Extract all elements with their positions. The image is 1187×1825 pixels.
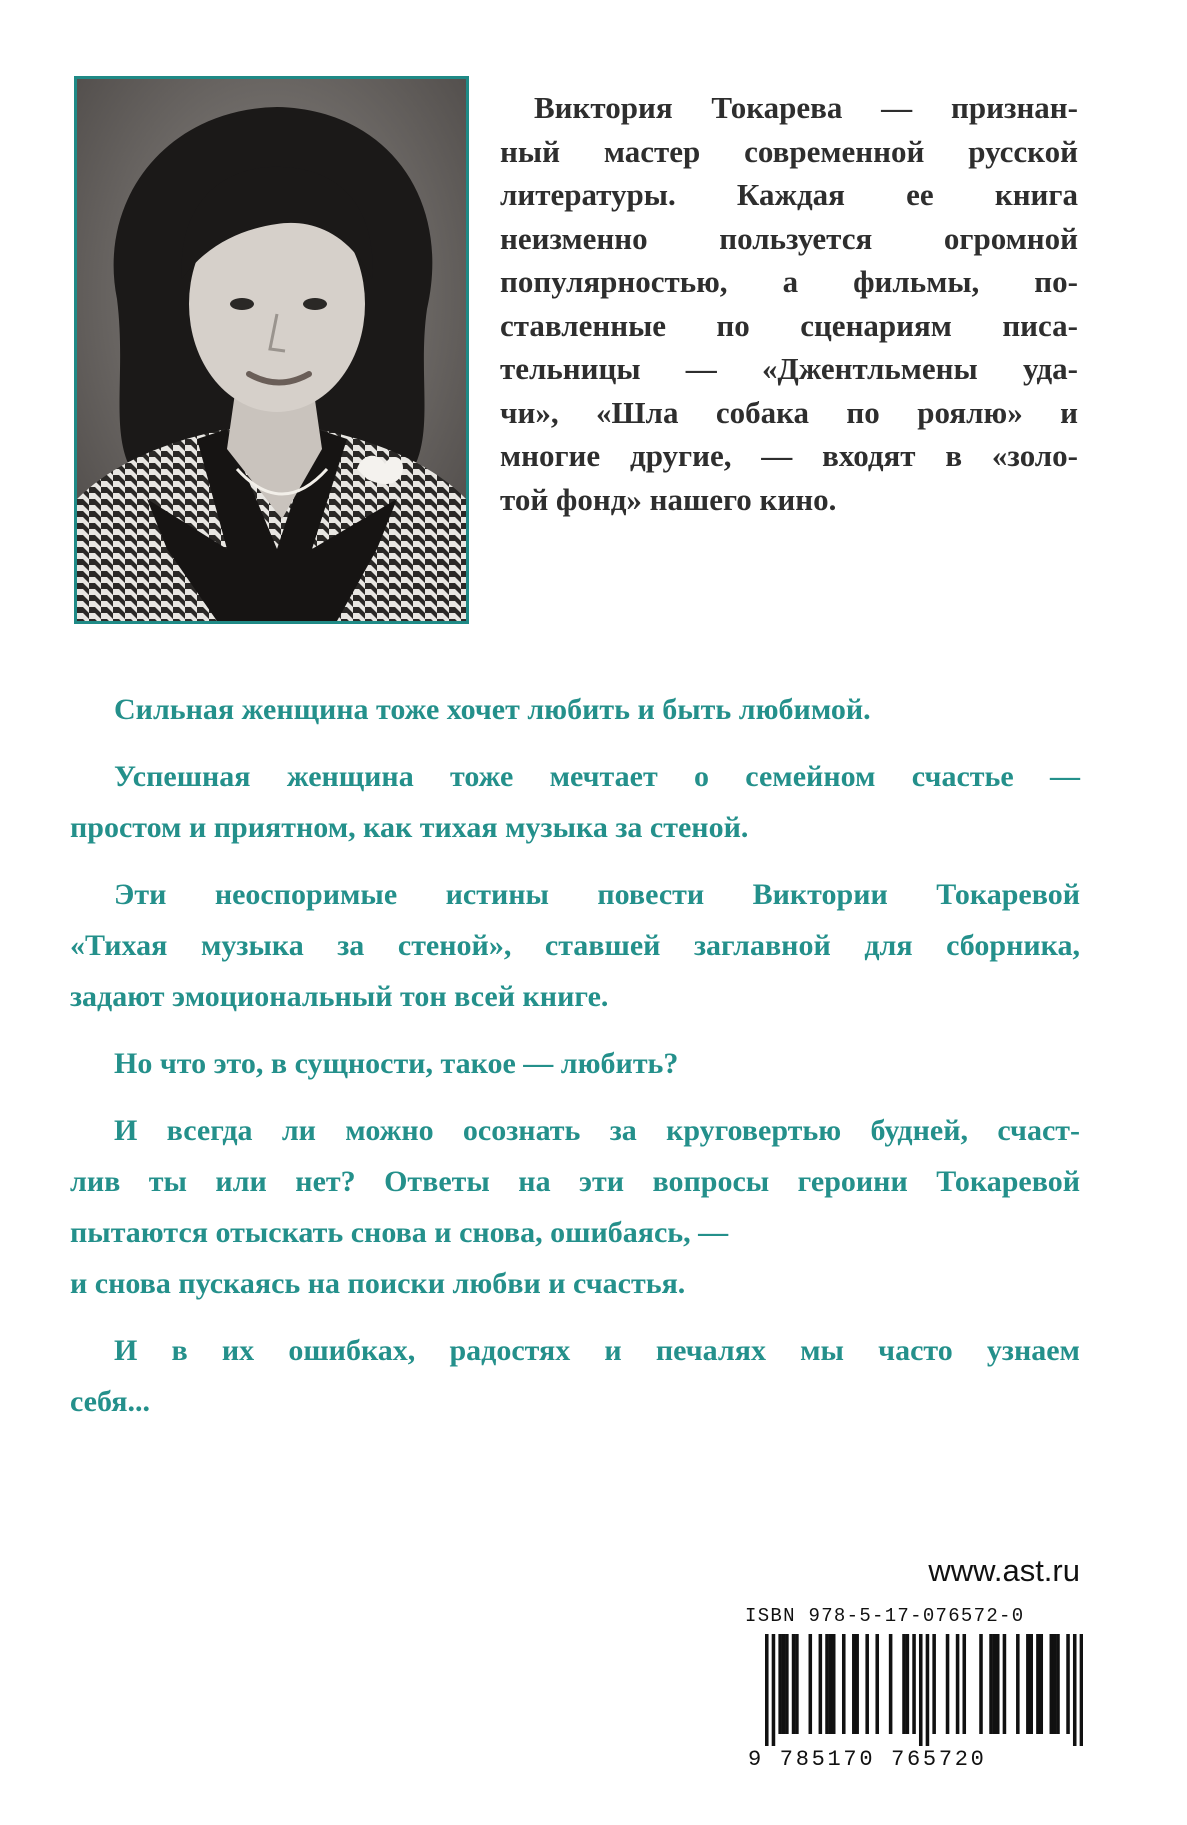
- bio-line: ный мастер современной русской: [500, 133, 1078, 169]
- barcode-bar: [1050, 1634, 1054, 1734]
- barcode-bar: [912, 1634, 916, 1734]
- annotation-paragraph: [70, 684, 1080, 735]
- bio-line: Виктория Токарева — признан-: [534, 90, 1078, 125]
- barcode-bar: [993, 1634, 997, 1734]
- barcode-bar: [795, 1634, 799, 1734]
- bio-line: литературы. Каждая ее книга: [500, 177, 1078, 212]
- annotation-line: И всегда ли можно осознать за круговертью будней, счаст-: [114, 1114, 1080, 1147]
- barcode-bar: [855, 1634, 859, 1734]
- barcode-bar: [765, 1634, 769, 1746]
- annotation-line: лив ты или нет? Ответы на эти вопросы героини Токаревой: [70, 1165, 1080, 1198]
- isbn-label: ISBN 978-5-17-076572-0: [745, 1605, 1025, 1627]
- annotation-line: задают эмоциональный тон всей книге.: [70, 980, 609, 1013]
- barcode-bar: [1066, 1634, 1070, 1734]
- annotation-paragraph: [70, 869, 1080, 1022]
- annotation-line: «Тихая музыка за стеной», ставшей заглавной для сборника,: [70, 929, 1080, 962]
- barcode-bar: [1039, 1634, 1043, 1734]
- barcode-bar: [772, 1634, 776, 1746]
- barcode-bar: [926, 1634, 930, 1746]
- annotation-line: пытаются отыскать снова и снова, ошибаясь, —: [70, 1216, 729, 1249]
- bio-line: чи», «Шла собака по роялю» и: [500, 394, 1078, 430]
- bio-line: популярностью, а фильмы, по-: [500, 264, 1078, 299]
- annotation-line: Но что это, в сущности, такое — любить?: [114, 1047, 679, 1080]
- barcode-bar: [902, 1634, 906, 1734]
- annotation-paragraph: [70, 1325, 1080, 1427]
- barcode-bar: [1016, 1634, 1020, 1734]
- barcode-bar: [1029, 1634, 1033, 1734]
- barcode-bar: [979, 1634, 983, 1734]
- barcode-bar: [932, 1634, 936, 1734]
- bio-line: той фонд» нашего кино.: [500, 481, 837, 517]
- barcode-bar: [852, 1634, 856, 1734]
- barcode-bar: [996, 1634, 1000, 1734]
- barcode-bar: [1073, 1634, 1077, 1746]
- annotation-paragraph: [70, 751, 1080, 853]
- annotation-line: Эти неоспоримые истины повести Виктории Токаревой: [114, 878, 1080, 911]
- barcode-bar: [1053, 1634, 1057, 1734]
- publisher-url: www.ast.ru: [928, 1553, 1080, 1588]
- barcode-bar: [819, 1634, 823, 1734]
- barcode-bar: [782, 1634, 786, 1734]
- author-portrait-image: [77, 79, 466, 621]
- barcode-bar: [1036, 1634, 1040, 1734]
- annotation-line: Сильная женщина тоже хочет любить и быть любимой.: [114, 693, 871, 726]
- barcode-bar: [1026, 1634, 1030, 1734]
- barcode-bar: [1056, 1634, 1060, 1734]
- barcode-bar: [956, 1634, 960, 1734]
- annotation-line: себя...: [70, 1385, 150, 1418]
- barcode-bar: [875, 1634, 879, 1734]
- barcode-bar: [946, 1634, 950, 1734]
- author-bio: [500, 86, 1078, 521]
- bio-line: ставленные по сценариям писа-: [500, 307, 1078, 343]
- barcode-bar: [842, 1634, 846, 1734]
- bio-line: тельницы — «Джентльмены уда-: [500, 351, 1078, 386]
- barcode-bar: [1003, 1634, 1007, 1734]
- barcode-bar: [1080, 1634, 1083, 1746]
- book-annotation: [70, 684, 1080, 1443]
- barcode-bar: [792, 1634, 796, 1734]
- author-photo: [74, 76, 469, 624]
- barcode-bar: [906, 1634, 910, 1734]
- annotation-line: Успешная женщина тоже мечтает о семейном счастье —: [114, 760, 1080, 793]
- barcode-bar: [919, 1634, 923, 1746]
- annotation-line: И в их ошибках, радостях и печалях мы часто узнаем: [114, 1334, 1080, 1367]
- annotation-paragraph: [70, 1105, 1080, 1309]
- barcode-bar: [785, 1634, 789, 1734]
- annotation-paragraph: [70, 1038, 1080, 1089]
- barcode-bar: [989, 1634, 993, 1734]
- bio-line: многие другие, — входят в «золо-: [500, 438, 1078, 473]
- barcode-bar: [865, 1634, 869, 1734]
- barcode-bar: [962, 1634, 966, 1734]
- annotation-line: и снова пускаясь на поиски любви и счастья.: [70, 1267, 686, 1300]
- barcode-bar: [809, 1634, 813, 1734]
- barcode-bar: [825, 1634, 829, 1734]
- barcode-bar: [832, 1634, 836, 1734]
- bio-line: неизменно пользуется огромной: [500, 220, 1078, 256]
- barcode-digits: 9 785170 765720: [748, 1747, 987, 1772]
- barcode-bar: [829, 1634, 833, 1734]
- annotation-line: простом и приятном, как тихая музыка за стеной.: [70, 811, 749, 844]
- barcode-bar: [778, 1634, 782, 1734]
- barcode-bars: [765, 1634, 1083, 1746]
- barcode-bar: [889, 1634, 893, 1734]
